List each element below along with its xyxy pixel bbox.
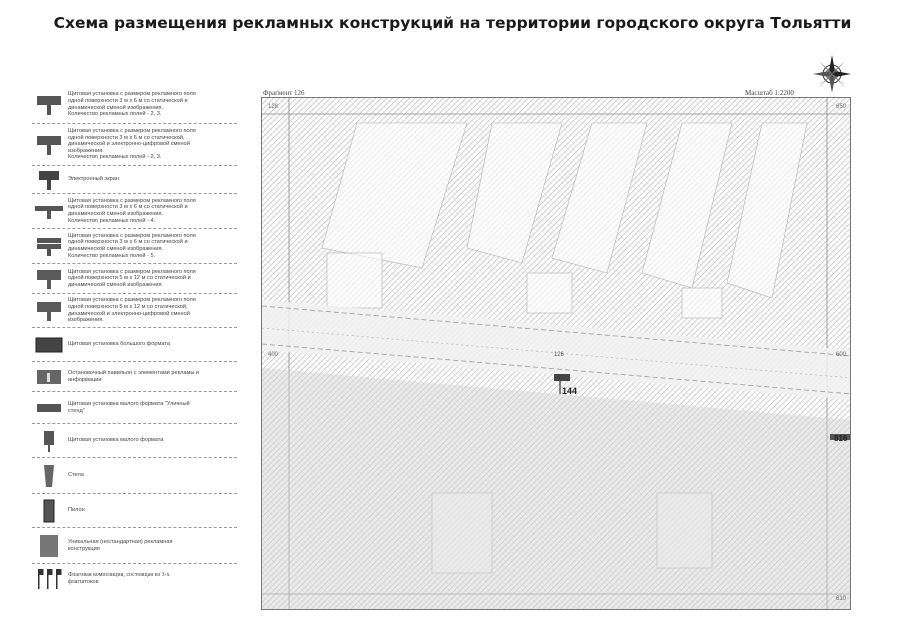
legend-item [32,362,237,392]
unique-construction-icon [37,533,61,559]
legend-item-text: Флаговая композиция, состоящая из 3-х флагштоков [68,571,170,585]
legend-item [32,194,237,229]
site-number-edge-label: 816 [834,434,848,443]
billboard-4-icon [34,200,64,222]
legend-item [32,528,237,564]
legend-item [32,424,237,458]
legend-item [32,229,237,264]
billboard-large-icon [36,268,62,290]
compass-rose-icon [812,54,852,94]
flags-icon [36,567,62,591]
billboard-digital-icon [36,134,62,156]
legend-item-text: Щитовая установка с размером рекламного поля одной поверхности 5 м х 12 м со статической и динамической сменой изображения. [68,268,196,288]
legend-item [32,294,237,328]
legend-item-text: Щитовая установка с размером рекламного поля одной поверхности 5 м х 12 м со статической, динамической и электронно-цифровой сменой изображения. [68,297,196,324]
legend-item-text: Щитовая установка большого формата [68,341,170,348]
electronic-screen-icon [36,169,62,191]
legend-item-text: Остановочный павильон с элементами рекламы и информации [68,369,200,383]
legend-item-text: Щитовая установка с размером рекламного поля одной поверхности 3 м х 6 м со статической и динамической сменой изображения. Количество рекламных полей - 4. [68,197,196,224]
page-title: Схема размещения рекламных конструкций на территории городского округа Тольятти [53,14,852,32]
pylon-icon [39,498,59,524]
legend-item [32,264,237,294]
site-number-label: 144 [562,386,578,396]
legend-item [32,124,237,166]
legend-item-text: Стела [68,472,84,479]
billboard-icon [36,94,62,116]
legend [32,86,237,594]
bus-stop-icon [35,367,63,387]
fragment-label: Фрагмент 126 [263,89,305,97]
legend-item-text: Пилон [68,507,85,514]
legend-item-text: Уникальная (нестандартная) рекламная конструкция [68,538,173,552]
corner-label-tl: 128 [268,104,279,110]
legend-item-text: Щитовая установка малого формата "Уличный стенд" [68,400,190,414]
legend-item-text: Щитовая установка с размером рекламного поля одной поверхности 3 м х 6 м со статической и динамической сменой изображения. Количество рекламных полей - 2, 3. [68,91,196,118]
legend-item-text: Щитовая установка с размером рекламного поля одной поверхности 3 м х 6 м со статической и динамической сменой изображения. Количество рекламных полей - 5. [68,232,196,259]
legend-item [32,166,237,194]
legend-item-text: Щитовая установка с размером рекламного поля одной поверхности 3 м х 6 м со статической, динамической и электронно-цифровой сменой изображения. Количество рекламных полей - 2, 3. [68,128,196,161]
billboard-5-icon [35,235,63,257]
big-format-icon [35,335,63,355]
map-fragment [261,97,851,610]
side-label-right: 600 [836,352,847,358]
legend-item-text: Электронный экран [68,176,119,183]
stela-icon [39,463,59,489]
legend-item-text: Щитовая установка малого формата [68,437,164,444]
street-stand-icon [35,398,63,418]
corner-label-br: 610 [836,596,847,602]
street-label: 126 [554,352,565,358]
legend-item [32,564,237,594]
small-format-icon [39,429,59,453]
corner-label-tr: 650 [836,104,847,110]
legend-item [32,458,237,494]
scale-label: Масштаб 1:2200 [745,89,794,97]
billboard-large-digital-icon [36,300,62,322]
side-label-left: 400 [268,352,279,358]
legend-item [32,328,237,362]
legend-item [32,86,237,124]
legend-item [32,494,237,528]
legend-item [32,392,237,424]
